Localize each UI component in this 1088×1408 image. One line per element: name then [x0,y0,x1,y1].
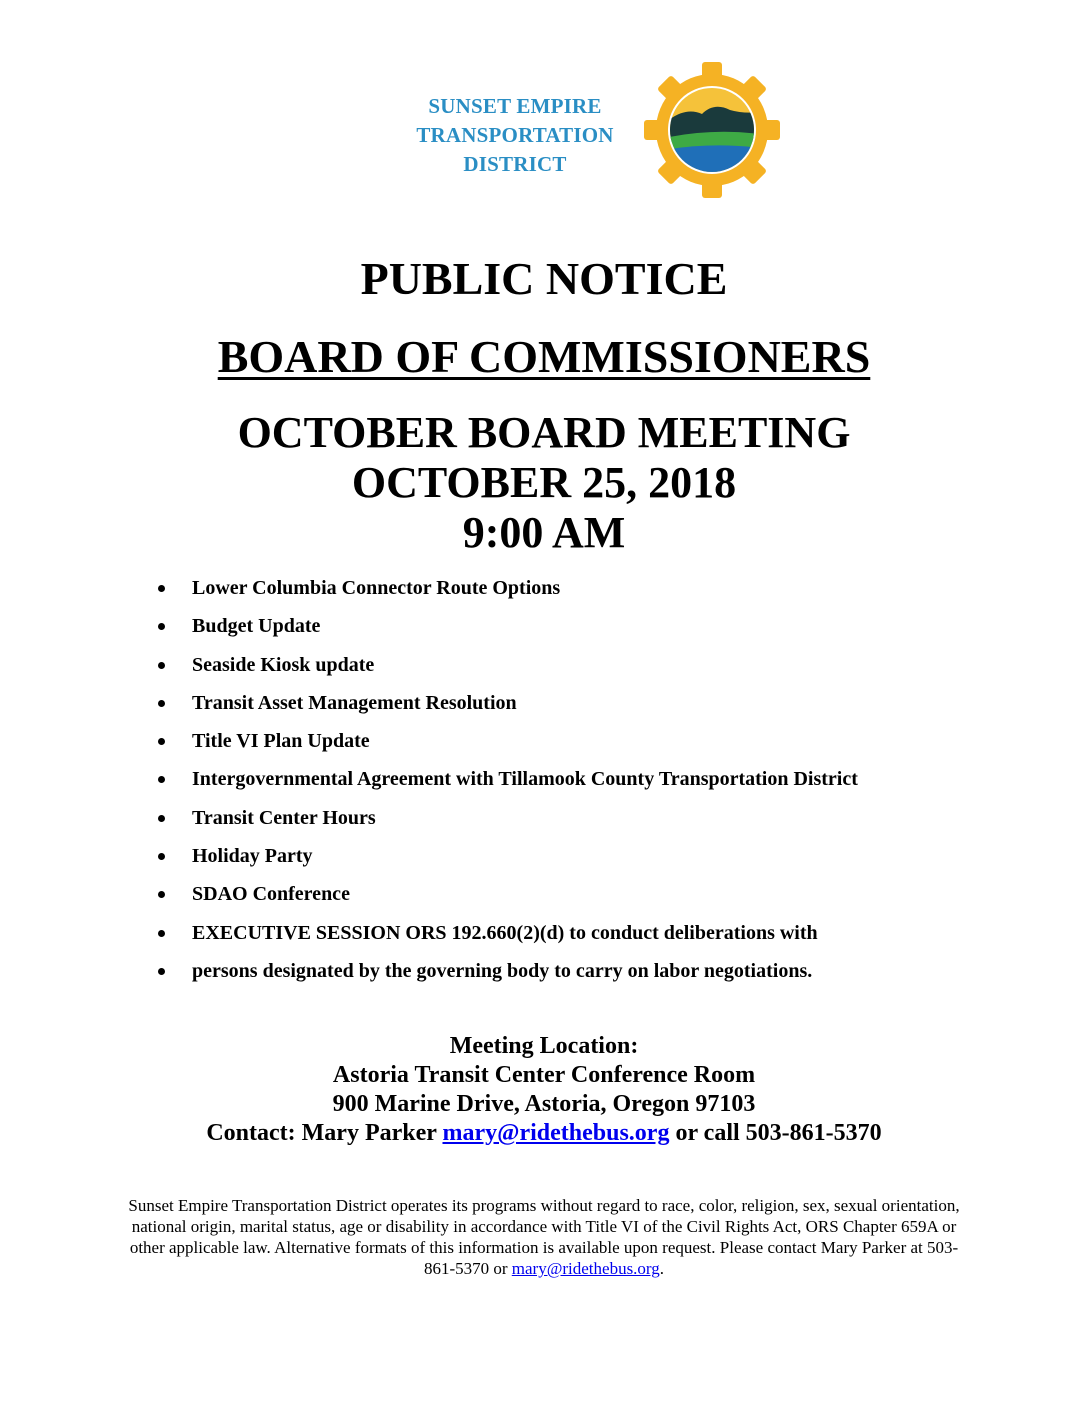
list-item [158,918,958,956]
contact-prefix: Contact: Mary Parker [206,1120,443,1146]
list-item [158,879,958,917]
bullet-icon [158,738,165,745]
logo-line-1: SUNSET EMPIRE [428,94,602,118]
location-room: Astoria Transit Center Conference Room [332,1062,756,1088]
public-notice-heading: PUBLIC NOTICE [360,253,728,304]
agenda-list [158,573,958,994]
board-heading: BOARD OF COMMISSIONERS [217,331,871,382]
list-item [158,650,958,688]
location-label: Meeting Location: [449,1033,639,1059]
bullet-icon [158,700,165,707]
list-item [158,803,958,841]
agenda-item-text: persons designated by the governing body to carry on labor negotiations. [192,959,813,982]
list-item [158,764,958,802]
meeting-location [0,1032,1088,1148]
bullet-icon [158,585,165,592]
meeting-heading: OCTOBER BOARD MEETING [237,408,851,457]
agenda-item-text: Title VI Plan Update [192,730,370,753]
gear-landscape-icon [644,62,780,198]
agenda-item-text: EXECUTIVE SESSION ORS 192.660(2)(d) to conduct deliberations with [192,921,818,944]
logo-wordmark [400,92,630,179]
logo-line-2: TRANSPORTATION [416,123,614,147]
agenda-item-text: Seaside Kiosk update [192,653,375,676]
footer-line-4 [58,1258,1030,1279]
list-item [158,726,958,764]
footer-line-2: national origin, marital status, age or disability in accordance with Title VI of the Civil Rights Act, ORS Chapter 659A or [131,1217,957,1236]
agenda-item-text: Holiday Party [192,845,313,868]
bullet-icon [158,853,165,860]
agenda-item-text: SDAO Conference [192,883,350,906]
agenda-item-text: Transit Asset Management Resolution [192,691,517,714]
agenda-item-text: Lower Columbia Connector Route Options [192,577,561,599]
district-logo [400,62,790,202]
bullet-icon [158,968,165,975]
footer-line-3: other applicable law. Alternative formats of this information is available upon request. Please contact Mary Parker at 503- [129,1238,959,1257]
agenda-item-text: Intergovernmental Agreement with Tillamook County Transportation District [192,768,858,791]
meeting-date: OCTOBER 25, 2018 [351,458,737,507]
list-item [158,573,958,611]
list-item [158,841,958,879]
footer-line-4-prefix: 861-5370 or [423,1259,512,1278]
contact-line [0,1119,1088,1148]
list-item [158,688,958,726]
footer-disclaimer [58,1195,1030,1279]
contact-email-link[interactable]: mary@ridethebus.org [442,1120,670,1146]
bullet-icon [158,815,165,822]
agenda-item-text: Transit Center Hours [192,806,376,829]
bullet-icon [158,930,165,937]
bullet-icon [158,776,165,783]
footer-line-1: Sunset Empire Transportation District operates its programs without regard to race, color, religion, sex, sexual orientation, [128,1196,960,1215]
bullet-icon [158,891,165,898]
footer-email-link[interactable]: mary@ridethebus.org [511,1259,660,1278]
bullet-icon [158,662,165,669]
list-item [158,611,958,649]
list-item [158,956,958,994]
agenda-item-text: Budget Update [192,615,321,638]
logo-line-3: DISTRICT [463,152,567,176]
location-address: 900 Marine Drive, Astoria, Oregon 97103 [332,1091,756,1117]
footer-line-4-suffix: . [659,1259,665,1278]
contact-suffix: or call 503-861-5370 [669,1120,882,1146]
meeting-time: 9:00 AM [462,508,626,557]
bullet-icon [158,623,165,630]
